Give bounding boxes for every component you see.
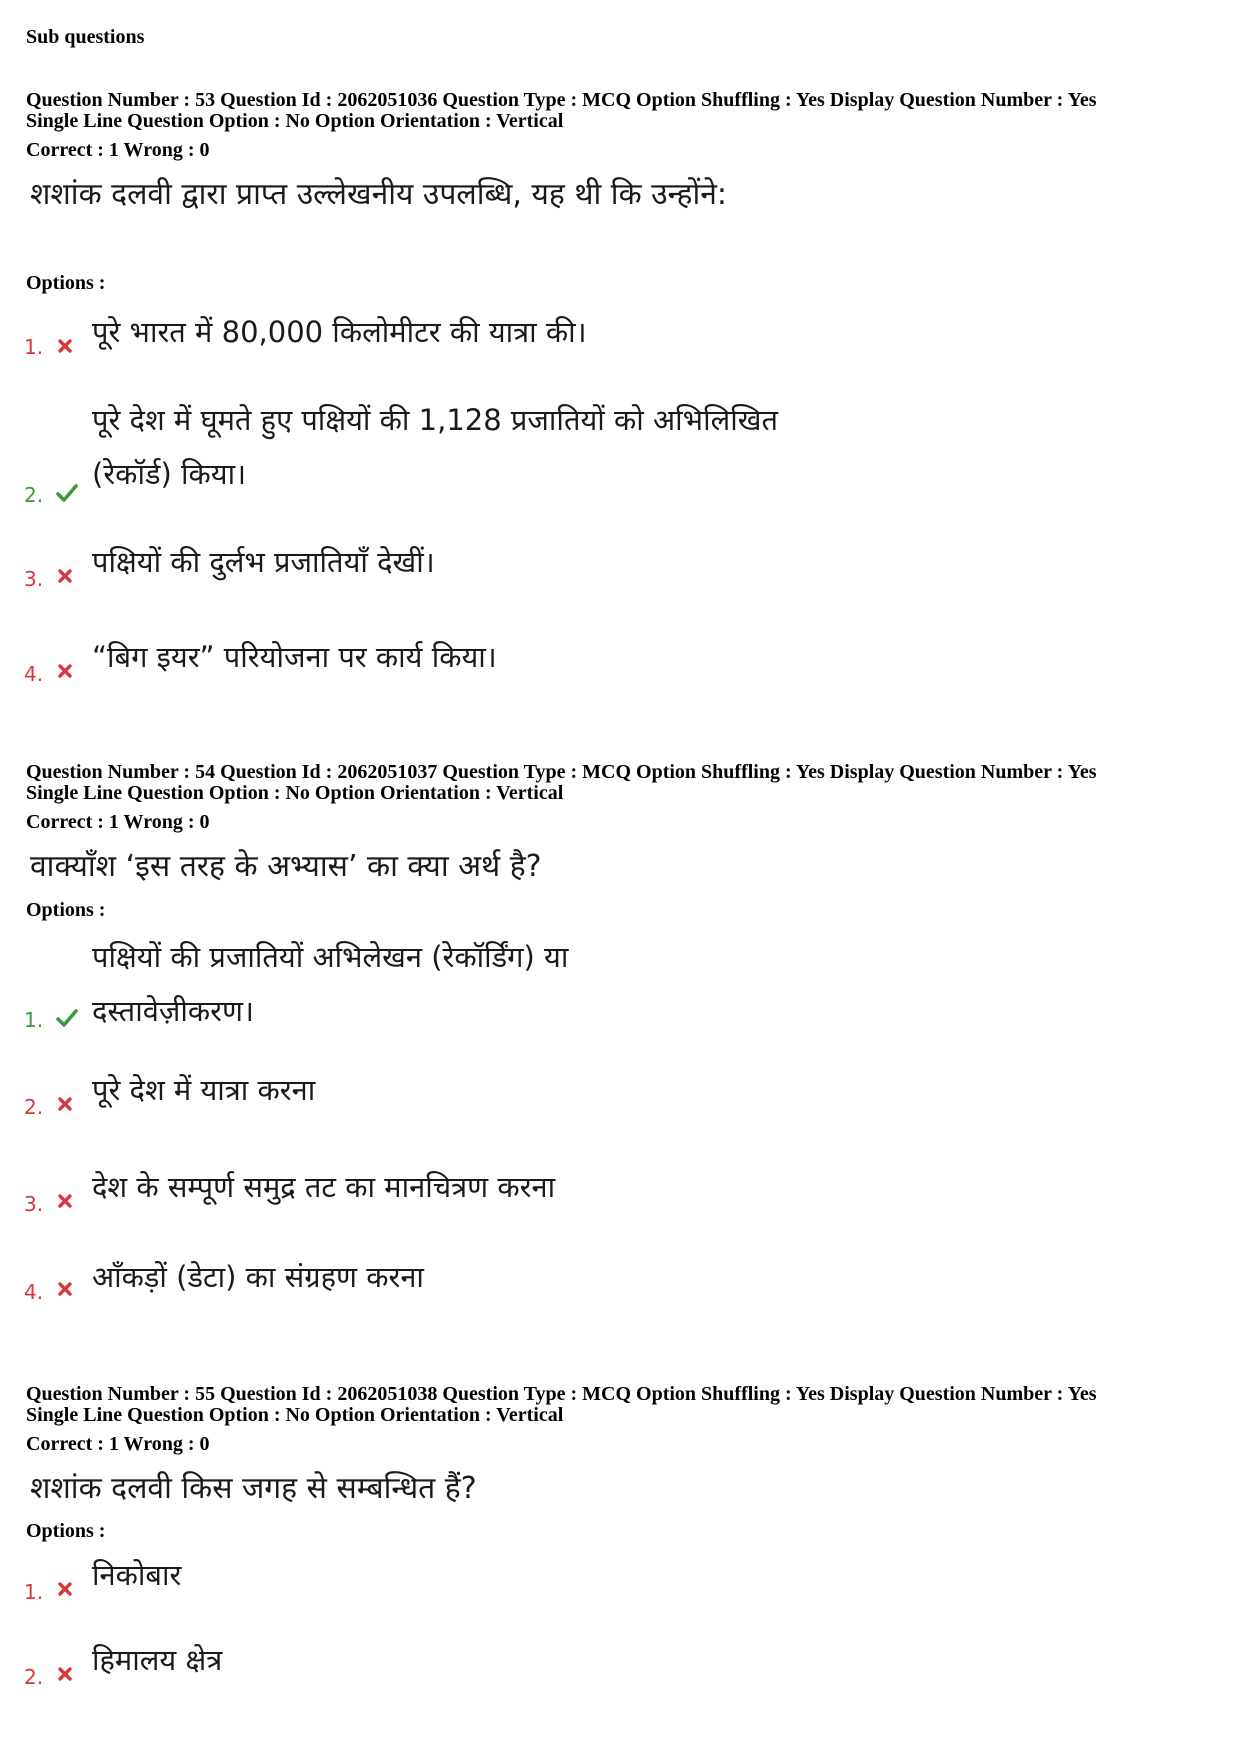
question-score-line: Correct : 1 Wrong : 0 — [26, 811, 210, 833]
option-number: 2. — [24, 1095, 44, 1119]
option-text: पूरे देश में यात्रा करना — [92, 1073, 316, 1107]
option-text: पूरे भारत में 80,000 किलोमीटर की यात्रा की। — [92, 315, 587, 349]
question-meta-line: Question Number : 53 Question Id : 2062051036 Question Type : MCQ Option Shuffling : Yes Display Question Number : Yes — [26, 89, 1097, 111]
question-text: शशांक दलवी किस जगह से सम्बन्धित हैं? — [30, 1471, 477, 1506]
options-label: Options : — [26, 899, 106, 921]
option-text: देश के सम्पूर्ण समुद्र तट का मानचित्रण करना — [92, 1170, 556, 1204]
section-heading: Sub questions — [26, 26, 145, 48]
option-number: 4. — [24, 1280, 44, 1304]
options-label: Options : — [26, 272, 106, 294]
option-number: 1. — [24, 1580, 44, 1604]
cross-icon — [56, 567, 74, 585]
cross-icon — [56, 337, 74, 355]
cross-icon — [56, 662, 74, 680]
check-icon — [56, 1008, 78, 1028]
question-meta-line: Single Line Question Option : No Option Orientation : Vertical — [26, 1404, 564, 1426]
option-text: पक्षियों की दुर्लभ प्रजातियाँ देखीं। — [92, 545, 435, 579]
question-text: वाक्यॉंश ‘इस तरह के अभ्यास’ का क्या अर्थ है? — [30, 849, 542, 884]
check-icon — [56, 483, 78, 503]
cross-icon — [56, 1192, 74, 1210]
question-score-line: Correct : 1 Wrong : 0 — [26, 139, 210, 161]
option-text: आँकड़ों (डेटा) का संग्रहण करना — [92, 1260, 424, 1294]
option-number: 2. — [24, 1665, 44, 1689]
option-text: पक्षियों की प्रजातियों अभिलेखन (रेकॉर्डिंग) या दस्तावेज़ीकरण। — [92, 940, 569, 1028]
option-number: 2. — [24, 483, 44, 507]
option-number: 4. — [24, 662, 44, 686]
question-meta-line: Question Number : 55 Question Id : 2062051038 Question Type : MCQ Option Shuffling : Yes Display Question Number : Yes — [26, 1383, 1097, 1405]
question-score-line: Correct : 1 Wrong : 0 — [26, 1433, 210, 1455]
cross-icon — [56, 1095, 74, 1113]
question-meta-line: Question Number : 54 Question Id : 2062051037 Question Type : MCQ Option Shuffling : Yes Display Question Number : Yes — [26, 761, 1097, 783]
options-label: Options : — [26, 1520, 106, 1542]
option-number: 3. — [24, 1192, 44, 1216]
option-text: हिमालय क्षेत्र — [92, 1643, 223, 1677]
question-meta-line: Single Line Question Option : No Option Orientation : Vertical — [26, 110, 564, 132]
question-text: शशांक दलवी द्वारा प्राप्त उल्लेखनीय उपलब्धि, यह थी कि उन्होंने: — [30, 177, 728, 212]
cross-icon — [56, 1280, 74, 1298]
option-text: निकोबार — [92, 1558, 182, 1592]
cross-icon — [56, 1580, 74, 1598]
cross-icon — [56, 1665, 74, 1683]
option-text: “बिग इयर” परियोजना पर कार्य किया। — [92, 640, 497, 674]
option-number: 3. — [24, 567, 44, 591]
option-number: 1. — [24, 335, 44, 359]
question-meta-line: Single Line Question Option : No Option Orientation : Vertical — [26, 782, 564, 804]
option-number: 1. — [24, 1008, 44, 1032]
option-text: पूरे देश में घूमते हुए पक्षियों की 1,128 प्रजातियों को अभिलिखित (रेकॉर्ड) किया। — [92, 403, 779, 491]
